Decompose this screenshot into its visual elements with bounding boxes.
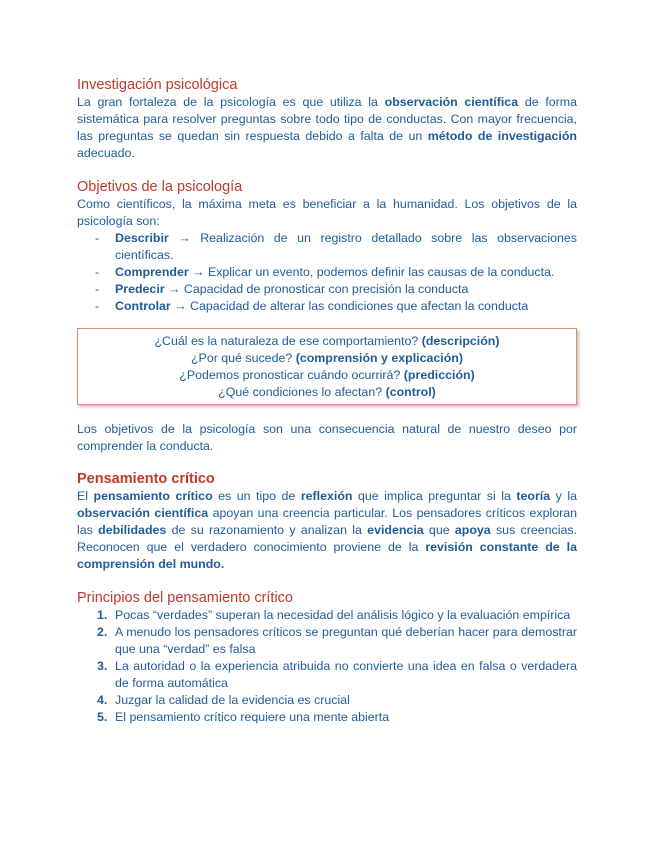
bold-term: Describir [115, 231, 169, 245]
text-run: y la [550, 489, 577, 503]
question-text: ¿Por qué sucede? [190, 351, 296, 365]
list-item [77, 709, 577, 726]
box-line [78, 333, 576, 350]
paragraph-investigacion [77, 94, 577, 162]
box-line [78, 350, 576, 367]
item-number: 1. [97, 608, 108, 622]
section-title-investigacion: Investigación psicológica [77, 77, 238, 93]
item-number: 5. [97, 710, 108, 724]
list-item [77, 658, 577, 692]
text-run: es un tipo de [212, 489, 301, 503]
questions-box [77, 328, 577, 405]
question-text: ¿Qué condiciones lo afectan? [218, 385, 386, 399]
text-run: que [423, 523, 455, 537]
text-run: El [77, 489, 94, 503]
bold-term: teoría [516, 489, 551, 503]
bold-term: observación científica [384, 95, 519, 109]
bold-term: reflexión [300, 489, 353, 503]
item-number: 4. [97, 693, 108, 707]
question-text: ¿Podemos pronosticar cuándo ocurrirá? [179, 368, 404, 382]
bold-term: Predecir [115, 282, 165, 296]
item-description: → Capacidad de pronosticar con precisión la conducta [164, 282, 469, 296]
text-run: adecuado. [77, 146, 135, 160]
list-item [77, 692, 577, 709]
answer-text: (descripción) [421, 334, 500, 348]
text-run: que implica preguntar si la [352, 489, 517, 503]
bold-term: debilidades [98, 523, 167, 537]
item-description: → Explicar un evento, podemos definir las causas de la conducta. [188, 265, 555, 279]
bold-term: apoya [454, 523, 491, 537]
text-run: apoyan una creencia particular. Los pensadores críticos exploran las [77, 506, 578, 537]
item-text: Juzgar la calidad de la evidencia es crucial [115, 693, 350, 707]
list-item [77, 281, 577, 298]
box-line [78, 384, 576, 401]
item-description: → Realización de un registro detallado sobre las observaciones científicas. [115, 231, 577, 262]
bold-term: pensamiento crítico [93, 489, 213, 503]
list-item [77, 624, 577, 658]
answer-text: (comprensión y explicación) [295, 351, 464, 365]
item-text: La autoridad o la experiencia atribuida no convierte una idea en falsa o verdadera de forma automática [115, 659, 577, 690]
text-run: de forma sistemática para resolver preguntas sobre todo tipo de conductas. Con mayor frecuencia, las preguntas se quedan sin respuesta debido a falta de un [77, 95, 577, 143]
objectives-list [77, 230, 577, 315]
item-number: 3. [97, 659, 108, 673]
bold-term: Controlar [115, 299, 171, 313]
item-text: A menudo los pensadores críticos se preguntan qué deberían hacer para demostrar que una “verdad” es falsa [115, 625, 577, 656]
item-text: El pensamiento crítico requiere una mente abierta [115, 710, 390, 724]
item-number: 2. [97, 625, 108, 639]
item-text: Pocas “verdades” superan la necesidad del análisis lógico y la evaluación empírica [115, 608, 571, 622]
question-text: ¿Cuál es la naturaleza de ese comportamiento? [154, 334, 422, 348]
box-line [78, 367, 576, 384]
item-description: → Capacidad de alterar las condiciones que afectan la conducta [170, 299, 529, 313]
bold-term: observación científica [77, 506, 209, 520]
list-item [77, 607, 577, 624]
bold-term: revisión constante de la comprensión del mundo. [77, 540, 577, 571]
paragraph-objetivos-intro: Como científicos, la máxima meta es beneficiar a la humanidad. Los objetivos de la psicología son: [77, 197, 577, 228]
paragraph-conclusion: Los objetivos de la psicología son una consecuencia natural de nuestro deseo por comprender la conducta. [77, 422, 577, 453]
paragraph-pensamiento [77, 488, 577, 573]
text-run: de su razonamiento y analizan la [166, 523, 368, 537]
section-title-principios: Principios del pensamiento crítico [77, 590, 293, 606]
bold-term: Comprender [115, 265, 189, 279]
list-item [77, 230, 577, 264]
bold-term: método de investigación [427, 129, 577, 143]
text-run: sus creencias. Reconocen que el verdadero conocimiento proviene de la [77, 523, 578, 554]
document-content [77, 77, 577, 726]
list-item [77, 264, 577, 281]
answer-text: (predicción) [403, 368, 475, 382]
list-item [77, 298, 577, 315]
answer-text: (control) [385, 385, 436, 399]
section-title-objetivos: Objetivos de la psicología [77, 179, 243, 195]
text-run: La gran fortaleza de la psicología es que utiliza la [77, 95, 385, 109]
bold-term: evidencia [367, 523, 424, 537]
principles-list [77, 607, 577, 726]
section-title-pensamiento: Pensamiento crítico [77, 471, 215, 487]
